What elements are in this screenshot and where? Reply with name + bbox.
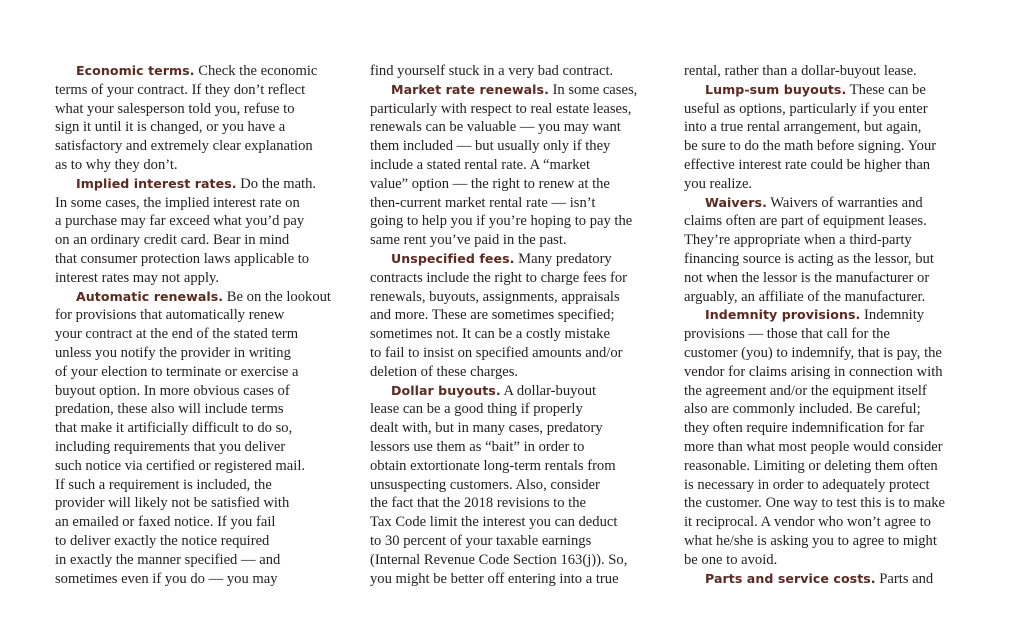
text-line [370,175,662,194]
body-text: sometimes even if you do — you may [55,570,278,587]
body-text: predation, these also will include terms [55,401,284,418]
body-text: to fail to insist on specified amounts and/or [370,344,623,361]
body-text: sign it until it is changed, or you have a [55,119,286,136]
text-line [684,532,976,551]
body-text: customer (you) to indemnify, that is pay, the [684,344,942,361]
body-text: Indemnity [860,307,925,324]
text-line [370,476,662,495]
body-text: (Internal Revenue Code Section 163(j)). So, [370,551,628,568]
paragraph-start-line [55,288,347,307]
text-line [684,212,976,231]
text-line [370,137,662,156]
text-line [370,513,662,532]
text-line [55,212,347,231]
section-heading: Unspecified fees. [391,250,515,266]
text-column-1 [55,62,347,588]
body-text: financing source is acting as the lessor, but [684,250,934,267]
body-text: going to help you if you’re hoping to pay the [370,213,633,230]
text-column-2 [370,62,662,588]
body-text: deletion of these charges. [370,363,519,380]
text-line [55,137,347,156]
body-text: the customer. One way to test this is to make [684,495,946,512]
paragraph-start-line [370,250,662,269]
text-line [55,438,347,457]
text-line [55,100,347,119]
body-text: satisfactory and extremely clear explanation [55,138,313,155]
text-line [55,269,347,288]
text-line [370,457,662,476]
text-line [684,513,976,532]
text-line [684,363,976,382]
text-line [370,100,662,119]
text-line [55,363,347,382]
body-text: particularly with respect to real estate leases, [370,100,632,117]
body-text: as to why they don’t. [55,156,178,173]
text-line [684,476,976,495]
text-line [370,118,662,137]
body-text: Waivers of warranties and [766,194,923,211]
text-line [684,494,976,513]
text-line [684,175,976,194]
text-line [370,231,662,250]
text-line [370,532,662,551]
section-heading: Parts and service costs. [705,570,876,586]
section-heading: Automatic renewals. [76,288,224,304]
body-text: they often require indemnification for far [684,420,925,437]
text-line [684,419,976,438]
text-line [684,100,976,119]
text-line [370,325,662,344]
body-text: effective interest rate could be higher than [684,156,931,173]
body-text: be sure to do the math before signing. Your [684,138,937,155]
text-line [55,476,347,495]
body-text: include a stated rental rate. A “market [370,156,591,173]
text-line [684,118,976,137]
body-text: a purchase may far exceed what you’d pay [55,213,305,230]
body-text: them included — but usually only if they [370,138,611,155]
text-line [55,570,347,589]
body-text: Check the economic [194,63,318,79]
body-text: If such a requirement is included, the [55,476,272,493]
body-text: you might be better off entering into a true [370,570,619,587]
text-line [55,325,347,344]
body-text: then-current market rental rate — isn’t [370,194,596,211]
section-heading: Lump-sum buyouts. [705,81,847,97]
body-text: dealt with, but in many cases, predatory [370,420,603,437]
body-text: same rent you’ve paid in the past. [370,232,567,249]
body-text: arguably, an affiliate of the manufacturer. [684,288,926,305]
body-text: Be on the lookout [223,288,331,305]
body-text: that consumer protection laws applicable to [55,250,310,267]
body-text: be one to avoid. [684,551,778,568]
body-text: unsuspecting customers. Also, consider [370,476,600,493]
body-text: what your salesperson told you, refuse to [55,100,295,117]
paragraph-start-line [684,81,976,100]
body-text: Parts and [875,570,934,587]
text-line [684,288,976,307]
body-text: and more. These are sometimes specified; [370,307,615,324]
text-line [370,570,662,589]
body-text: that make it artificially difficult to do so, [55,420,293,437]
paragraph-start-line [370,81,662,100]
text-line [684,400,976,419]
body-text: These can be [846,81,926,98]
body-text: in exactly the manner specified — and [55,551,281,568]
body-text: obtain extortionate long-term rentals from [370,457,616,474]
body-text: find yourself stuck in a very bad contract. [370,63,614,79]
text-line [55,306,347,325]
body-text: renewals, buyouts, assignments, appraisals [370,288,620,305]
body-text: In some cases, [548,81,638,98]
section-heading: Implied interest rates. [76,175,237,191]
text-line [370,419,662,438]
body-text: claims often are part of equipment leases. [684,213,927,230]
paragraph-start-line [684,570,976,589]
body-text: is necessary in order to adequately protect [684,476,930,493]
body-text: rental, rather than a dollar-buyout lease. [684,63,917,79]
body-text: useful as options, particularly if you enter [684,100,928,117]
body-text: of your election to terminate or exercise a [55,363,299,380]
text-line [55,344,347,363]
text-line [370,363,662,382]
body-text: also are commonly included. Be careful; [684,401,921,418]
text-line [370,400,662,419]
text-line [684,269,976,288]
text-line [684,231,976,250]
text-line [55,532,347,551]
paragraph-start-line [370,382,662,401]
text-line [370,344,662,363]
text-line [370,438,662,457]
text-line [370,494,662,513]
body-text: reasonable. Limiting or deleting them often [684,457,938,474]
text-line [55,250,347,269]
body-text: not when the lessor is the manufacturer or [684,269,930,286]
text-line [370,288,662,307]
body-text: They’re appropriate when a third-party [684,232,912,249]
text-line [370,551,662,570]
body-text: lessors use them as “bait” in order to [370,438,585,455]
text-line [55,81,347,100]
text-line [370,194,662,213]
body-text: unless you notify the provider in writing [55,344,291,361]
body-text: to 30 percent of your taxable earnings [370,532,592,549]
text-line [684,250,976,269]
body-text: Many predatory [514,250,612,267]
text-line [55,400,347,419]
text-line [55,419,347,438]
body-text: renewals can be valuable — you may want [370,119,621,136]
body-text: provisions — those that call for the [684,326,890,343]
paragraph-start-line [684,306,976,325]
body-text: sometimes not. It can be a costly mistake [370,326,610,343]
body-text: Tax Code limit the interest you can deduct [370,514,618,531]
text-line [55,551,347,570]
text-column-3 [684,62,976,588]
text-line [370,212,662,231]
body-text: Do the math. [236,175,317,192]
body-text: lease can be a good thing if properly [370,401,583,418]
text-line [370,269,662,288]
text-line [370,156,662,175]
section-heading: Dollar buyouts. [391,382,501,398]
section-heading: Market rate renewals. [391,81,549,97]
text-line [684,551,976,570]
text-line [684,156,976,175]
body-text: including requirements that you deliver [55,438,286,455]
text-line [370,306,662,325]
body-text: what he/she is asking you to agree to might [684,532,937,549]
body-text: value” option — the right to renew at the [370,175,610,192]
body-text: your contract at the end of the stated term [55,326,299,343]
body-text: such notice via certified or registered mail. [55,457,306,474]
body-text: buyout option. In more obvious cases of [55,382,290,399]
text-line [55,118,347,137]
section-heading: Economic terms. [76,63,195,78]
paragraph-start-line [55,62,347,81]
text-line [684,438,976,457]
text-line [370,62,662,81]
text-line [684,325,976,344]
body-text: more than what most people would consider [684,438,943,455]
text-line [55,156,347,175]
body-text: A dollar-buyout [500,382,597,399]
body-text: for provisions that automatically renew [55,307,285,324]
text-line [55,494,347,513]
text-line [684,62,976,81]
text-line [55,513,347,532]
text-line [684,382,976,401]
body-text: In some cases, the implied interest rate on [55,194,300,211]
text-line [55,457,347,476]
section-heading: Waivers. [705,194,767,210]
text-line [684,457,976,476]
body-text: it reciprocal. A vendor who won’t agree to [684,514,931,531]
text-line [55,194,347,213]
body-text: you realize. [684,175,753,192]
body-text: into a true rental arrangement, but again, [684,119,922,136]
section-heading: Indemnity provisions. [705,307,861,323]
body-text: the fact that the 2018 revisions to the [370,495,587,512]
text-line [55,382,347,401]
body-text: interest rates may not apply. [55,269,219,286]
text-line [684,344,976,363]
body-text: provider will likely not be satisfied with [55,495,290,512]
body-text: contracts include the right to charge fees for [370,269,628,286]
body-text: the agreement and/or the equipment itself [684,382,927,399]
body-text: vendor for claims arising in connection with [684,363,943,380]
body-text: an emailed or faxed notice. If you fail [55,514,276,531]
text-line [55,231,347,250]
body-text: terms of your contract. If they don’t reflect [55,81,306,98]
body-text: on an ordinary credit card. Bear in mind [55,232,290,249]
text-line [684,137,976,156]
paragraph-start-line [684,194,976,213]
paragraph-start-line [55,175,347,194]
body-text: to deliver exactly the notice required [55,532,270,549]
